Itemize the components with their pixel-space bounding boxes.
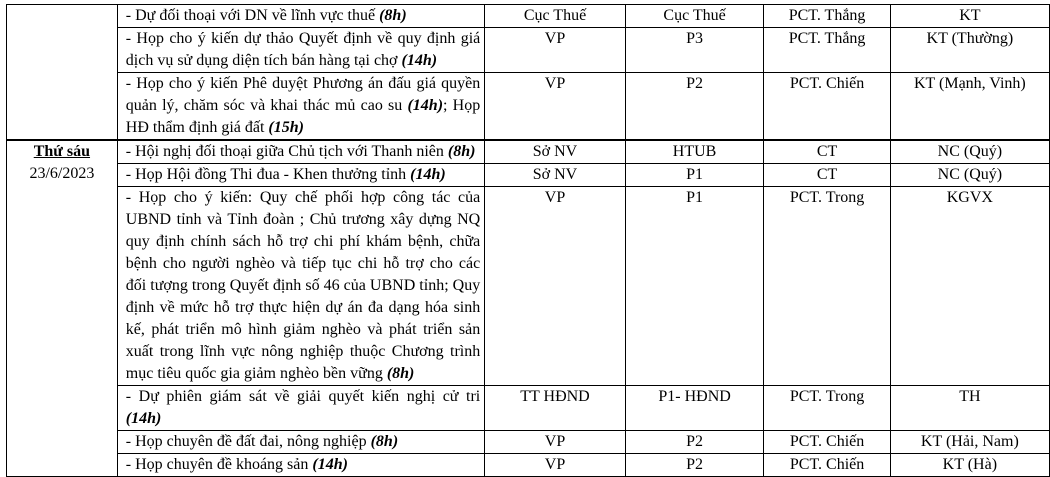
host-cell: VP: [485, 73, 626, 141]
schedule-table: [6, 4, 1050, 477]
day-date: 23/6/2023: [29, 165, 95, 182]
chair-cell: PCT. Chiến: [764, 431, 890, 454]
host-cell: VP: [485, 28, 626, 73]
prep-cell: KGVX: [890, 187, 1049, 386]
prep-cell: KT (Thường): [890, 28, 1049, 73]
prep-cell: KT (Hà): [890, 454, 1049, 477]
location-cell: Cục Thuế: [625, 5, 764, 28]
chair-cell: PCT. Chiến: [764, 454, 890, 477]
location-cell: P1: [625, 187, 764, 386]
host-cell: TT HĐND: [485, 386, 626, 431]
prep-cell: KT (Hải, Nam): [890, 431, 1049, 454]
location-cell: HTUB: [625, 140, 764, 164]
table-row: [7, 73, 1050, 141]
location-cell: P2: [625, 431, 764, 454]
prep-cell: KT: [890, 5, 1049, 28]
content-cell: - Dự phiên giám sát về giải quyết kiến nghị cử tri (14h): [117, 386, 484, 431]
table-row: [7, 386, 1050, 431]
content-cell: - Họp cho ý kiến: Quy chế phối hợp công tác của UBND tỉnh và Tỉnh đoàn ; Chủ trương xây dựng NQ quy định chính sách hỗ trợ chi phí khám bệnh, chữa bệnh cho người nghèo và tiếp tục chi hỗ trợ cho các đối tượng trong Quyết định số 46 của UBND tỉnh; Quy định về mức hỗ trợ thực hiện dự án đa dạng hóa sinh kế, phát triển mô hình giảm nghèo và phát triển sản xuất trong lĩnh vực nông nghiệp thuộc Chương trình mục tiêu quốc gia giảm nghèo bền vững (8h): [117, 187, 484, 386]
host-cell: Sở NV: [485, 164, 626, 187]
table-row: [7, 28, 1050, 73]
table-row: [7, 431, 1050, 454]
prep-cell: TH: [890, 386, 1049, 431]
table-row: [7, 140, 1050, 164]
host-cell: VP: [485, 431, 626, 454]
host-cell: VP: [485, 187, 626, 386]
host-cell: Cục Thuế: [485, 5, 626, 28]
chair-cell: PCT. Thắng: [764, 5, 890, 28]
day-cell: [7, 140, 118, 477]
location-cell: P3: [625, 28, 764, 73]
prep-cell: KT (Mạnh, Vinh): [890, 73, 1049, 141]
content-cell: - Họp chuyên đề đất đai, nông nghiệp (8h): [117, 431, 484, 454]
content-cell: - Hội nghị đối thoại giữa Chủ tịch với Thanh niên (8h): [117, 140, 484, 164]
chair-cell: PCT. Trong: [764, 386, 890, 431]
host-cell: Sở NV: [485, 140, 626, 164]
content-cell: - Dự đối thoại với DN về lĩnh vực thuế (8h): [117, 5, 484, 28]
location-cell: P2: [625, 73, 764, 141]
chair-cell: PCT. Chiến: [764, 73, 890, 141]
day-cell: [7, 5, 118, 141]
host-cell: VP: [485, 454, 626, 477]
table-row: [7, 5, 1050, 28]
content-cell: - Họp chuyên đề khoáng sản (14h): [117, 454, 484, 477]
content-cell: - Họp cho ý kiến dự thảo Quyết định về quy định giá dịch vụ sử dụng diện tích bán hàng tại chợ (14h): [117, 28, 484, 73]
content-cell: - Họp cho ý kiến Phê duyệt Phương án đấu giá quyền quản lý, chăm sóc và khai thác mủ cao su (14h); Họp HĐ thẩm định giá đất (15h): [117, 73, 484, 141]
prep-cell: NC (Quý): [890, 164, 1049, 187]
location-cell: P2: [625, 454, 764, 477]
table-row: [7, 187, 1050, 386]
chair-cell: CT: [764, 164, 890, 187]
chair-cell: CT: [764, 140, 890, 164]
day-name: Thứ sáu: [33, 143, 91, 160]
location-cell: P1: [625, 164, 764, 187]
content-cell: - Họp Hội đồng Thi đua - Khen thưởng tỉnh (14h): [117, 164, 484, 187]
chair-cell: PCT. Thắng: [764, 28, 890, 73]
location-cell: P1- HĐND: [625, 386, 764, 431]
chair-cell: PCT. Trong: [764, 187, 890, 386]
prep-cell: NC (Quý): [890, 140, 1049, 164]
table-row: [7, 164, 1050, 187]
table-row: [7, 454, 1050, 477]
